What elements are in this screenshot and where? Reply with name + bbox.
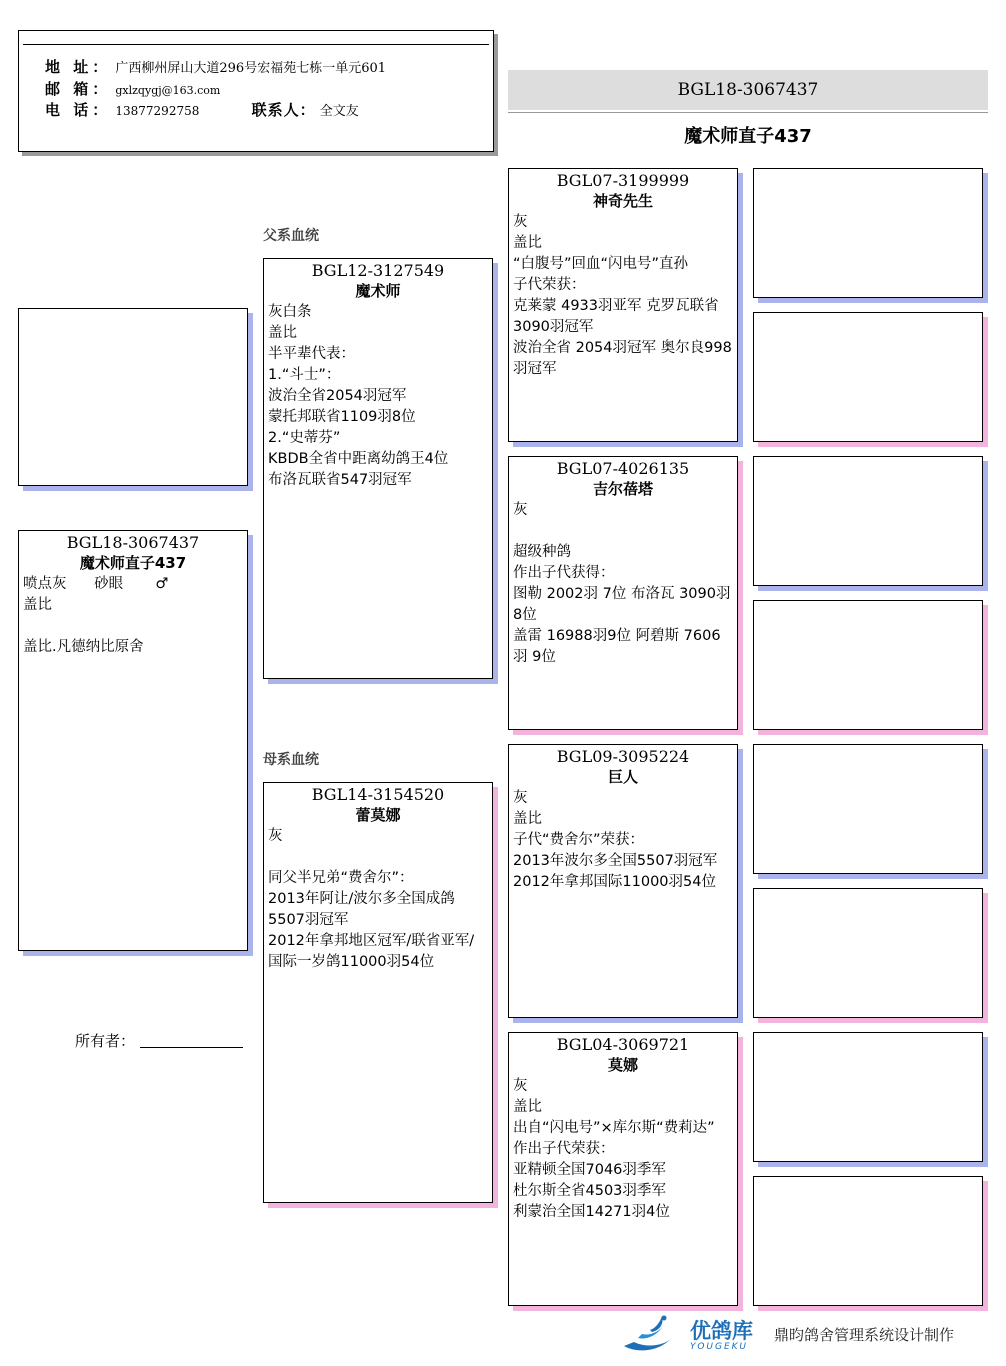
email-row: [45, 78, 220, 99]
header-divider: [508, 112, 988, 113]
dam-notes: 灰 同父半兄弟“费舍尔”： 2013年阿让/波尔多全国成鸽5507羽冠军 2012年拿邦地区冠军/联省亚军/国际一岁鸽11000羽54位: [268, 828, 475, 970]
photo-placeholder: [18, 308, 248, 486]
dam-ring: BGL14-3154520: [311, 785, 445, 804]
logo-subtext: YOUGEKU: [690, 1342, 749, 1352]
gp-sire-dam-notes: 灰 超级种鸽 作出子代获得： 图勒 2002羽 7位 布洛瓦 3090羽 8位 盖雷 16988羽9位 阿碧斯 7606羽 9位: [513, 502, 731, 665]
ggp-box: [753, 1032, 983, 1162]
gp-sire-dam-ring: BGL07-4026135: [556, 459, 690, 478]
subject-line-bloodline: 盖比: [23, 597, 52, 613]
dam-line-label: 母系血统: [263, 752, 319, 768]
ggp-box: [753, 1176, 983, 1306]
dam-name: 蕾莫娜: [355, 806, 401, 824]
gp-sire-dam-card: [508, 456, 738, 730]
gp-dam-dam-card: [508, 1032, 738, 1306]
ggp-box: [753, 168, 983, 298]
ggp-box: [753, 888, 983, 1018]
gp-dam-dam-ring: BGL04-3069721: [556, 1035, 690, 1054]
logo-text: 优鸽库: [690, 1319, 753, 1343]
header-pigeon-name: 魔术师直子437: [684, 126, 812, 147]
footer: [620, 1312, 990, 1356]
subject-line-loft: 盖比.凡德纳比原舍: [23, 639, 144, 655]
phone-row: [45, 99, 359, 120]
gp-dam-sire-ring: BGL09-3095224: [556, 747, 690, 766]
sire-name: 魔术师: [355, 282, 401, 300]
sire-card: [263, 258, 493, 679]
address-value: 广西柳州屏山大道296号宏福苑七栋一单元601: [115, 61, 387, 76]
gp-dam-sire-notes: 灰 盖比 子代“费舍尔”荣获： 2013年波尔多全国5507羽冠军 2012年拿邦国际11000羽54位: [513, 790, 718, 890]
subject-line-color: 喷点灰 砂眼 ♂: [23, 576, 169, 592]
subject-line-blank: [19, 616, 247, 637]
made-by-text: 鼎昀鸽舍管理系统设计制作: [774, 1326, 955, 1344]
gp-sire-sire-card: [508, 168, 738, 442]
phone-label: 电 话：: [45, 101, 112, 119]
gp-dam-dam-name: 莫娜: [607, 1056, 638, 1074]
gp-dam-sire-card: [508, 744, 738, 1018]
address-label: 地 址：: [45, 58, 112, 76]
sire-ring: BGL12-3127549: [311, 261, 445, 280]
email-label: 邮 箱：: [45, 80, 112, 98]
gp-dam-sire-name: 巨人: [607, 768, 638, 786]
dam-card: [263, 782, 493, 1203]
ggp-box: [753, 744, 983, 874]
gp-dam-dam-notes: 灰 盖比 出自“闪电号”×库尔斯“费莉达” 作出子代荣获： 亚精顿全国7046羽季军 杜尔斯全省4503羽季军 利蒙治全国14271羽4位: [513, 1078, 715, 1220]
contact-person-label: 联系人：: [251, 101, 316, 119]
contact-divider: [23, 44, 489, 45]
contact-card: [18, 30, 494, 152]
gp-sire-dam-name: 吉尔蓓塔: [592, 480, 653, 498]
subject-ring: BGL18-3067437: [66, 533, 200, 552]
subject-name: 魔术师直子437: [79, 554, 187, 572]
phone-value: 13877292758: [115, 104, 200, 118]
sire-line-label: 父系血统: [263, 228, 319, 244]
address-row: [45, 56, 386, 77]
gp-sire-sire-name: 神奇先生: [592, 192, 653, 210]
owner-signature-line[interactable]: [140, 1047, 243, 1048]
ggp-box: [753, 600, 983, 730]
header-ring-number: BGL18-3067437: [508, 70, 988, 110]
email-value[interactable]: gxlzqygj@163.com: [115, 84, 221, 97]
owner-label: 所有者：: [75, 1032, 136, 1050]
sire-notes: 灰白条 盖比 半平辈代表： 1.“斗士”： 波治全省2054羽冠军 蒙托邦联省1109羽8位 2.“史蒂芬” KBDB全省中距离幼鸽王4位 布洛瓦联省547羽冠军: [268, 304, 449, 488]
gp-sire-sire-notes: 灰 盖比 “白腹号”回血“闪电号”直孙 子代荣获： 克莱蒙 4933羽亚军 克罗瓦联省 3090羽冠军 波治全省 2054羽冠军 奥尔良998羽冠军: [513, 214, 732, 377]
contact-person-value: 全文友: [319, 104, 359, 119]
ggp-box: [753, 312, 983, 442]
gp-sire-sire-ring: BGL07-3199999: [556, 171, 690, 190]
ggp-box: [753, 456, 983, 586]
pigeon-logo-icon: [620, 1312, 682, 1356]
subject-card: [18, 530, 248, 951]
